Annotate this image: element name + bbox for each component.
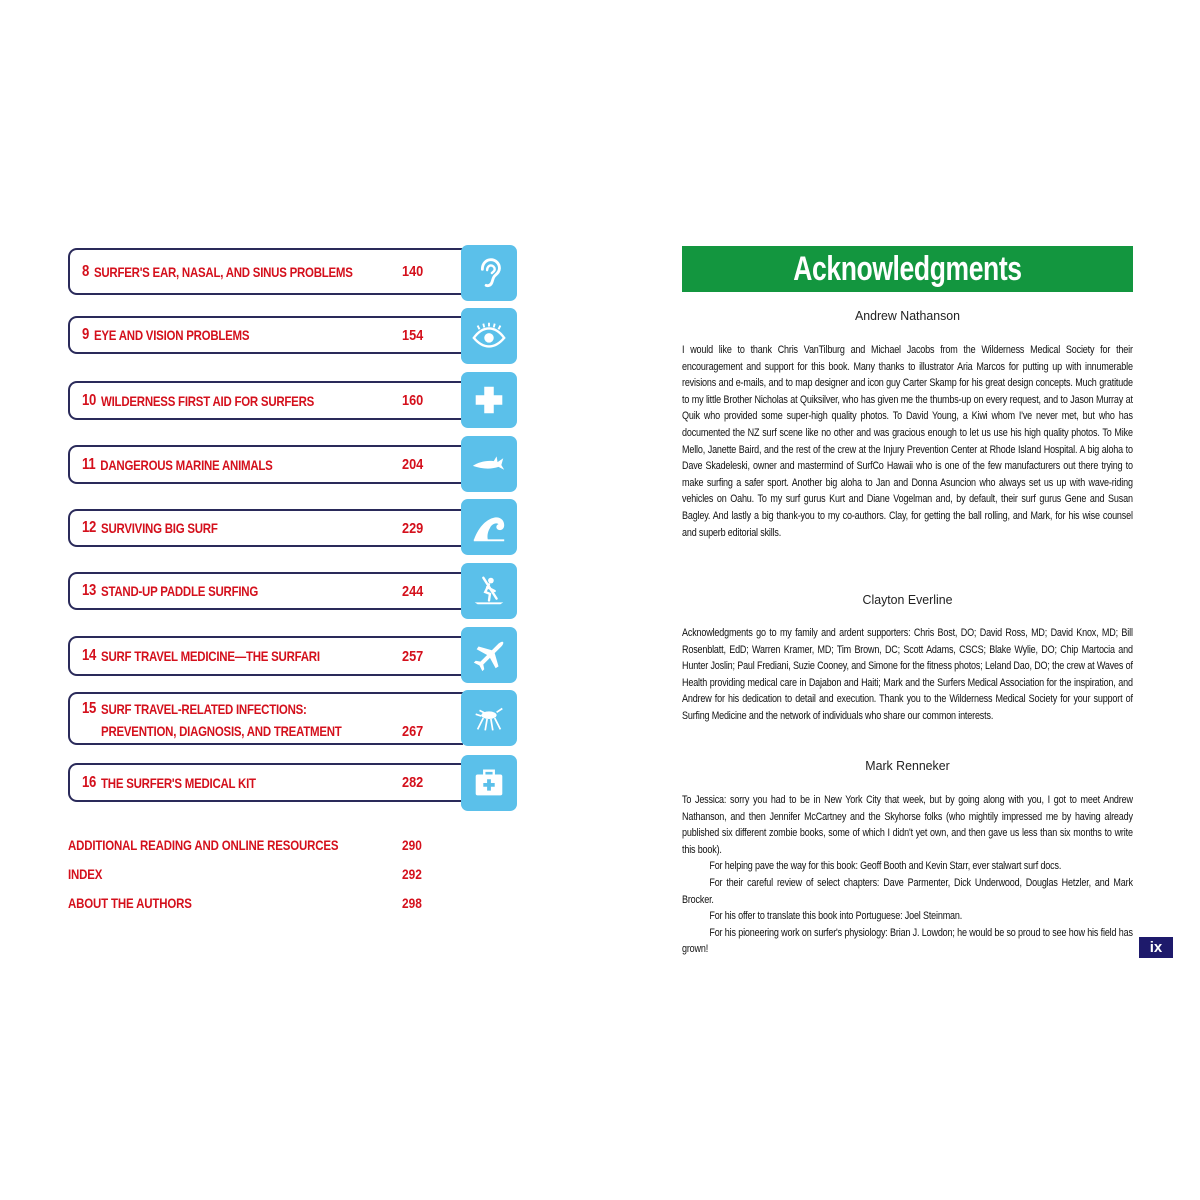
toc-entry-chapter-16[interactable] bbox=[68, 755, 518, 811]
chapter-title: SURFER'S EAR, NASAL, AND SINUS PROBLEMS bbox=[93, 263, 353, 280]
extra-title: ABOUT THE AUTHORS bbox=[68, 895, 192, 911]
toc-entry-chapter-9[interactable] bbox=[68, 310, 518, 363]
mosquito-icon bbox=[461, 690, 517, 746]
page-number-badge: ix bbox=[1139, 937, 1173, 958]
chapter-number: 11 bbox=[82, 455, 96, 473]
shark-icon bbox=[461, 436, 517, 492]
extra-page: 292 bbox=[402, 866, 422, 882]
chapter-page: 204 bbox=[402, 456, 424, 473]
acknowledgment-paragraph: Acknowledgments go to my family and ardent supporters: Chris Bost, DO; David Ross, MD; David Knox, MD; Bill Rosenblatt, EdD; Warren Kramer, MD; Tim Brown, DC; Scott Adams, CSCS; Blake Wylie, DO; Chip Martocia and Hunter Joslin; Paul Frediani, Suzie Cooney, and Simone for the fitness photos; Leland Dao, DO; the crew at Waves of Health providing medical care in Dajabon and Haiti; Mark and the Surfers Medical Association for the inspiration, and Andrew for his dedication to detail and execution. Thank you to the Wilderness Medical Society for your support of Surfing Medicine and the network of individuals who share our common interests. bbox=[682, 627, 1133, 722]
extra-page: 298 bbox=[402, 895, 422, 911]
toc-entry-chapter-8[interactable] bbox=[68, 245, 518, 298]
toc-entry-chapter-15[interactable] bbox=[68, 690, 518, 748]
chapter-number: 8 bbox=[82, 262, 90, 280]
chapter-number: 13 bbox=[82, 582, 97, 599]
toc-entry-chapter-13[interactable] bbox=[68, 563, 518, 619]
chapter-number: 9 bbox=[82, 326, 90, 343]
toc-extra-about-authors[interactable] bbox=[68, 895, 428, 915]
acknowledgment-paragraph: I would like to thank Chris VanTilburg and Michael Jacobs from the Wilderness Medical Society for their encouragement and support for this book. Many thanks to illustrator Aria Marcos for putting up with innumerable revisions and e-mails, and to map designer and icon guy Carter Skamp for his great design concepts. Much gratitude to my little Brother Nicholas at Quiksilver, who has given me the thumbs-up on every request, and to Jason Murray at Quik who provided some super-high quality photos. To David Young, a Kiwi whom I've never met, but who has documented the NZ surf scene like no other and was gracious enough to let us use his high quality photos. To Mike Mello, Janette Baird, and the rest of the crew at the Injury Prevention Center at Rhode Island Hospital. A big aloha to Dave Skadeleski, owner and mastermind of SurfCo Hawaii who is one of the few manufacturers out there trying to make surfing a safer sport. Another big aloha to Jan and Donna Asuncion who always set us up with wave-riding vehicles on Oahu. To my surf gurus Kurt and Diane Vogelman and, by default, their surf gurus Gene and Susan Bagley. And lastly a big thank-you to my co-authors. Clay, for getting the ball rolling, and Mark, for his wise counsel and superb editorial skills. bbox=[682, 344, 1133, 539]
chapter-title: THE SURFER'S MEDICAL KIT bbox=[101, 774, 256, 791]
airplane-icon bbox=[461, 627, 517, 683]
eye-icon bbox=[461, 308, 517, 364]
extra-title: ADDITIONAL READING AND ONLINE RESOURCES bbox=[68, 837, 339, 853]
chapter-title: SURF TRAVEL MEDICINE—THE SURFARI bbox=[101, 648, 320, 664]
toc-entry-chapter-11[interactable] bbox=[68, 436, 518, 492]
medical-kit-icon bbox=[461, 755, 517, 811]
chapter-page: 257 bbox=[402, 647, 424, 665]
chapter-title-line-1: SURF TRAVEL-RELATED INFECTIONS: bbox=[101, 701, 307, 717]
toc-entry-chapter-10[interactable] bbox=[68, 372, 518, 428]
chapter-page: 229 bbox=[402, 519, 424, 537]
chapter-number: 12 bbox=[82, 519, 97, 536]
page-title: Acknowledgments bbox=[793, 249, 1022, 288]
chapter-title: STAND-UP PADDLE SURFING bbox=[101, 583, 259, 599]
author-name: Andrew Nathanson bbox=[854, 308, 961, 323]
chapter-page: 140 bbox=[402, 263, 424, 280]
chapter-number: 16 bbox=[82, 773, 97, 791]
chapter-number: 15 bbox=[82, 700, 97, 717]
chapter-title: WILDERNESS FIRST AID FOR SURFERS bbox=[101, 392, 315, 409]
chapter-title: EYE AND VISION PROBLEMS bbox=[93, 327, 250, 343]
extra-page: 290 bbox=[402, 837, 422, 853]
chapter-title: DANGEROUS MARINE ANIMALS bbox=[100, 456, 273, 473]
chapter-page: 160 bbox=[402, 392, 424, 409]
chapter-number: 14 bbox=[82, 647, 97, 664]
wave-icon bbox=[461, 499, 517, 555]
chapter-page: 282 bbox=[402, 774, 424, 791]
author-name: Clayton Everline bbox=[862, 592, 953, 607]
author-name: Mark Renneker bbox=[865, 758, 950, 773]
toc-extra-index[interactable] bbox=[68, 866, 428, 886]
ear-icon bbox=[461, 245, 517, 301]
chapter-page: 154 bbox=[402, 326, 424, 344]
acknowledgments-heading-bar bbox=[682, 246, 1133, 292]
medical-cross-icon bbox=[461, 372, 517, 428]
chapter-page: 244 bbox=[402, 582, 424, 600]
paddle-surfer-icon bbox=[461, 563, 517, 619]
extra-title: INDEX bbox=[68, 866, 103, 882]
toc-extra-additional-reading[interactable] bbox=[68, 837, 428, 857]
toc-entry-chapter-14[interactable] bbox=[68, 627, 518, 683]
chapter-title: SURVIVING BIG SURF bbox=[101, 520, 218, 536]
acknowledgment-paragraph: To Jessica: sorry you had to be in New York City that week, but by going along with you, I got to meet Andrew Nathanson, and then Jennifer McCartney and the Skyhorse folks (who mightily impressed me by having already published six different zombie books, some of which I didn't yet own, and then gave us less than six months to write this book). For helping pave the way for this book: Geoff Booth and Kevin Starr, ever stalwart surf docs. For their careful review of select chapters: Dave Parmenter, Dick Underwood, Douglas Hetzler, and Mark Brocker. For his offer to translate this book into Portuguese: Joel Steinman. For his pioneering work on surfer's physiology: Brian J. Lowdon; he would be so proud to see how his field has grown! bbox=[682, 794, 1133, 956]
chapter-title-line-2: PREVENTION, DIAGNOSIS, AND TREATMENT bbox=[101, 723, 342, 739]
toc-entry-chapter-12[interactable] bbox=[68, 499, 518, 555]
chapter-page: 267 bbox=[402, 723, 424, 740]
chapter-number: 10 bbox=[82, 391, 97, 409]
